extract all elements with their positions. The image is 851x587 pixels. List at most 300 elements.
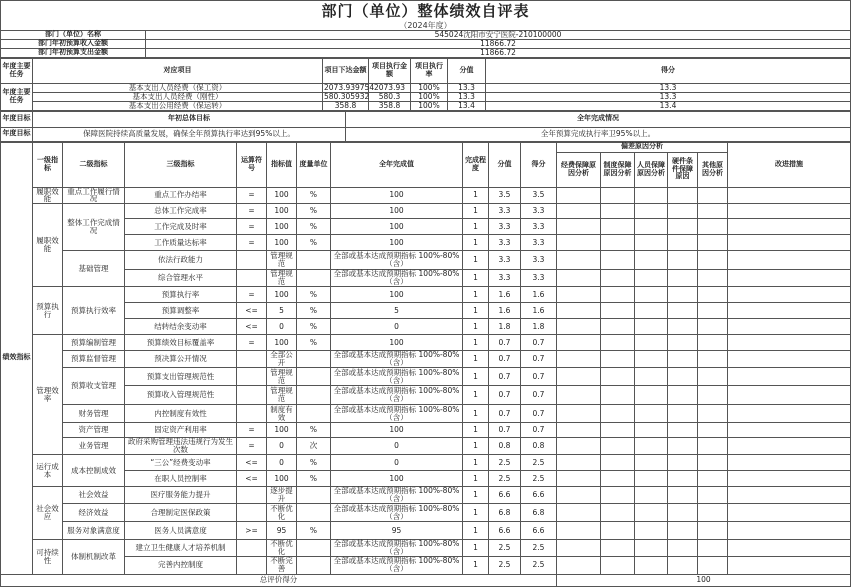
task-score: 13.4 xyxy=(486,101,851,110)
deviation-cell[interactable] xyxy=(557,287,601,303)
indicator-target: 制度有效 xyxy=(267,405,297,423)
deviation-cell[interactable] xyxy=(601,540,635,557)
deviation-cell[interactable] xyxy=(668,455,698,471)
deviation-cell[interactable] xyxy=(601,303,635,319)
deviation-cell[interactable] xyxy=(698,471,728,487)
deviation-cell[interactable] xyxy=(668,270,698,287)
deviation-cell[interactable] xyxy=(698,522,728,540)
indicator-op: = xyxy=(237,204,267,219)
indicator-actual: 5 xyxy=(331,303,463,319)
title-text: 部门（单位）整体绩效自评表 xyxy=(321,2,530,21)
deviation-cell[interactable] xyxy=(698,303,728,319)
deviation-cell[interactable] xyxy=(601,423,635,438)
indicator-row xyxy=(1,335,851,351)
tasks-header: 对应项目 xyxy=(33,58,323,83)
indicator-score: 6.6 xyxy=(521,522,557,540)
deviation-cell[interactable] xyxy=(557,471,601,487)
deviation-cell[interactable] xyxy=(601,335,635,351)
deviation-cell[interactable] xyxy=(668,219,698,235)
indicator-target: 100 xyxy=(267,335,297,351)
deviation-cell[interactable] xyxy=(601,487,635,504)
indicator-op: <= xyxy=(237,455,267,471)
indicator-row xyxy=(1,386,851,405)
deviation-cell[interactable] xyxy=(668,471,698,487)
deviation-cell[interactable] xyxy=(668,351,698,368)
task-executed: 358.8 xyxy=(369,101,411,110)
deviation-cell[interactable] xyxy=(557,204,601,219)
indicator-score: 2.5 xyxy=(521,455,557,471)
deviation-cell[interactable] xyxy=(557,423,601,438)
deviation-cell[interactable] xyxy=(668,386,698,405)
deviation-cell[interactable] xyxy=(635,522,668,540)
deviation-cell[interactable] xyxy=(557,540,601,557)
indicator-unit xyxy=(297,405,331,423)
deviation-cell[interactable] xyxy=(668,405,698,423)
indicator-row xyxy=(1,504,851,522)
deviation-cell[interactable] xyxy=(601,455,635,471)
indicator-actual: 0 xyxy=(331,455,463,471)
indicator-row xyxy=(1,487,851,504)
deviation-cell[interactable] xyxy=(698,219,728,235)
header-deviation-col: 人员保障原因分析 xyxy=(635,152,668,187)
header-actual: 全年完成值 xyxy=(331,142,463,187)
improvement-cell[interactable] xyxy=(728,335,851,351)
deviation-cell[interactable] xyxy=(601,471,635,487)
indicator-target: 100 xyxy=(267,423,297,438)
deviation-cell[interactable] xyxy=(668,438,698,455)
indicator-weight: 0.7 xyxy=(489,386,521,405)
indicator-row xyxy=(1,204,851,219)
indicator-actual: 95 xyxy=(331,522,463,540)
deviation-cell[interactable] xyxy=(557,303,601,319)
deviation-cell[interactable] xyxy=(557,368,601,386)
total-label: 总评价得分 xyxy=(1,574,557,586)
deviation-cell[interactable] xyxy=(557,386,601,405)
header-unit: 度量单位 xyxy=(297,142,331,187)
deviation-cell[interactable] xyxy=(557,270,601,287)
indicator-op: = xyxy=(237,438,267,455)
deviation-cell[interactable] xyxy=(668,540,698,557)
indicator-op: <= xyxy=(237,303,267,319)
indicator-target: 管理规范 xyxy=(267,270,297,287)
indicator-target: 0 xyxy=(267,438,297,455)
deviation-cell[interactable] xyxy=(601,405,635,423)
deviation-cell[interactable] xyxy=(601,522,635,540)
deviation-cell[interactable] xyxy=(668,522,698,540)
deviation-cell[interactable] xyxy=(601,319,635,335)
tasks-header: 项目执行金额 xyxy=(369,58,411,83)
indicator-l3: 工作质量达标率 xyxy=(125,235,237,251)
goal-header: 年初总体目标 xyxy=(33,111,346,127)
indicator-op xyxy=(237,251,267,270)
improvement-cell[interactable] xyxy=(728,405,851,423)
indicator-op: = xyxy=(237,235,267,251)
indicator-l3: 重点工作办结率 xyxy=(125,187,237,204)
indicator-op: = xyxy=(237,287,267,303)
deviation-cell[interactable] xyxy=(668,368,698,386)
deviation-cell[interactable] xyxy=(635,251,668,270)
improvement-cell[interactable] xyxy=(728,368,851,386)
task-score: 13.3 xyxy=(486,92,851,101)
improvement-cell[interactable] xyxy=(728,235,851,251)
indicator-op xyxy=(237,405,267,423)
deviation-cell[interactable] xyxy=(557,504,601,522)
expense-value: 11866.72 xyxy=(146,48,851,57)
indicator-actual: 全部或基本达成预期指标 100%-80%（含） xyxy=(331,386,463,405)
dept-name-value: 545024沈阳市安宁医院-210100000 xyxy=(146,30,851,39)
deviation-cell[interactable] xyxy=(601,219,635,235)
indicator-score: 2.5 xyxy=(521,556,557,574)
indicator-degree: 1 xyxy=(463,438,489,455)
deviation-cell[interactable] xyxy=(635,351,668,368)
task-name: 基本支出公用经费（保运转） xyxy=(33,101,323,110)
deviation-cell[interactable] xyxy=(601,270,635,287)
indicator-actual: 全部或基本达成预期指标 100%-80%（含） xyxy=(331,270,463,287)
deviation-cell[interactable] xyxy=(557,487,601,504)
deviation-cell[interactable] xyxy=(698,423,728,438)
deviation-cell[interactable] xyxy=(635,235,668,251)
deviation-cell[interactable] xyxy=(698,455,728,471)
indicator-score: 1.6 xyxy=(521,303,557,319)
deviation-cell[interactable] xyxy=(668,556,698,574)
improvement-cell[interactable] xyxy=(728,386,851,405)
indicator-l3: 预算绩效目标覆盖率 xyxy=(125,335,237,351)
task-allocated: 580.305932 xyxy=(324,91,370,101)
level1-indicator: 预算执行 xyxy=(33,287,63,335)
deviation-cell[interactable] xyxy=(635,487,668,504)
indicator-op xyxy=(237,270,267,287)
deviation-cell[interactable] xyxy=(635,471,668,487)
level2-indicator: 基础管理 xyxy=(63,251,125,287)
indicator-degree: 1 xyxy=(463,351,489,368)
indicator-unit xyxy=(297,487,331,504)
indicator-l3: 医疗服务能力提升 xyxy=(125,487,237,504)
header-target: 指标值 xyxy=(267,142,297,187)
deviation-cell[interactable] xyxy=(557,522,601,540)
deviation-cell[interactable] xyxy=(668,319,698,335)
improvement-cell[interactable] xyxy=(728,522,851,540)
indicator-degree: 1 xyxy=(463,303,489,319)
deviation-cell[interactable] xyxy=(698,487,728,504)
indicator-row xyxy=(1,540,851,557)
indicator-row xyxy=(1,287,851,303)
deviation-cell[interactable] xyxy=(635,270,668,287)
header-l3: 三级指标 xyxy=(125,142,237,187)
indicator-weight: 6.6 xyxy=(489,487,521,504)
improvement-cell[interactable] xyxy=(728,556,851,574)
deviation-cell[interactable] xyxy=(635,303,668,319)
indicator-op xyxy=(237,386,267,405)
header-improve: 改进措施 xyxy=(728,142,851,187)
deviation-cell[interactable] xyxy=(601,351,635,368)
improvement-cell[interactable] xyxy=(728,471,851,487)
indicator-row xyxy=(1,235,851,251)
indicator-weight: 0.7 xyxy=(489,368,521,386)
indicator-weight: 6.6 xyxy=(489,522,521,540)
indicator-op: = xyxy=(237,335,267,351)
indicator-weight: 3.5 xyxy=(489,187,521,204)
deviation-cell[interactable] xyxy=(635,455,668,471)
deviation-cell[interactable] xyxy=(698,204,728,219)
indicator-weight: 3.3 xyxy=(489,219,521,235)
indicator-unit xyxy=(297,504,331,522)
improvement-cell[interactable] xyxy=(728,438,851,455)
deviation-cell[interactable] xyxy=(557,455,601,471)
indicator-weight: 2.5 xyxy=(489,455,521,471)
deviation-cell[interactable] xyxy=(698,405,728,423)
deviation-cell[interactable] xyxy=(698,251,728,270)
deviation-cell[interactable] xyxy=(557,405,601,423)
tasks-header: 项目下达金额 xyxy=(323,58,369,83)
indicator-unit xyxy=(297,351,331,368)
deviation-cell[interactable] xyxy=(635,219,668,235)
indicator-l3: 合理制定医保政策 xyxy=(125,504,237,522)
deviation-cell[interactable] xyxy=(668,303,698,319)
income-value: 11866.72 xyxy=(146,39,851,48)
indicator-unit xyxy=(297,368,331,386)
deviation-cell[interactable] xyxy=(698,351,728,368)
header-deviation-col: 制度保障原因分析 xyxy=(601,152,635,187)
deviation-cell[interactable] xyxy=(601,287,635,303)
tasks-header: 分值 xyxy=(448,58,486,83)
indicator-score: 0.7 xyxy=(521,423,557,438)
deviation-cell[interactable] xyxy=(698,270,728,287)
deviation-cell[interactable] xyxy=(635,556,668,574)
task-name: 基本支出人员经费（刚性） xyxy=(33,92,323,101)
indicator-l3: 预算支出管理规范性 xyxy=(125,368,237,386)
improvement-cell[interactable] xyxy=(728,270,851,287)
improvement-cell[interactable] xyxy=(728,319,851,335)
indicator-l3: 完善内控制度 xyxy=(125,556,237,574)
deviation-cell[interactable] xyxy=(601,187,635,204)
indicator-l3: 工作完成及时率 xyxy=(125,219,237,235)
improvement-cell[interactable] xyxy=(728,251,851,270)
deviation-cell[interactable] xyxy=(635,504,668,522)
deviation-cell[interactable] xyxy=(668,335,698,351)
level1-indicator: 履职效能 xyxy=(33,204,63,287)
indicator-actual: 0 xyxy=(331,438,463,455)
indicator-l3: 依法行政能力 xyxy=(125,251,237,270)
deviation-cell[interactable] xyxy=(668,487,698,504)
indicator-score: 0.7 xyxy=(521,368,557,386)
level1-indicator: 管理效率 xyxy=(33,335,63,455)
indicator-op xyxy=(237,351,267,368)
deviation-cell[interactable] xyxy=(698,540,728,557)
improvement-cell[interactable] xyxy=(728,351,851,368)
level2-indicator: 服务对象满意度 xyxy=(63,522,125,540)
dept-name-label: 部门（单位）名称 xyxy=(1,30,146,39)
indicator-weight: 1.8 xyxy=(489,319,521,335)
deviation-cell[interactable] xyxy=(668,251,698,270)
indicator-score: 2.5 xyxy=(521,540,557,557)
level2-indicator: 业务管理 xyxy=(63,438,125,455)
deviation-cell[interactable] xyxy=(635,187,668,204)
indicator-target: 全部公开 xyxy=(267,351,297,368)
deviation-cell[interactable] xyxy=(635,204,668,219)
deviation-cell[interactable] xyxy=(698,556,728,574)
deviation-cell[interactable] xyxy=(601,556,635,574)
deviation-cell[interactable] xyxy=(698,235,728,251)
indicator-row xyxy=(1,351,851,368)
indicator-actual: 0 xyxy=(331,319,463,335)
indicator-target: 100 xyxy=(267,287,297,303)
income-label: 部门年初预算收入金额 xyxy=(1,39,146,48)
indicator-l3: 结转结余变动率 xyxy=(125,319,237,335)
deviation-cell[interactable] xyxy=(601,504,635,522)
deviation-cell[interactable] xyxy=(635,368,668,386)
deviation-cell[interactable] xyxy=(635,405,668,423)
indicator-actual: 100 xyxy=(331,287,463,303)
indicator-op: = xyxy=(237,187,267,204)
deviation-cell[interactable] xyxy=(668,204,698,219)
improvement-cell[interactable] xyxy=(728,455,851,471)
improvement-cell[interactable] xyxy=(728,303,851,319)
indicator-degree: 1 xyxy=(463,187,489,204)
indicator-row xyxy=(1,219,851,235)
indicator-unit: % xyxy=(297,204,331,219)
deviation-cell[interactable] xyxy=(601,235,635,251)
deviation-cell[interactable] xyxy=(557,235,601,251)
indicator-op: = xyxy=(237,219,267,235)
improvement-cell[interactable] xyxy=(728,487,851,504)
indicator-target: 100 xyxy=(267,235,297,251)
indicator-op xyxy=(237,540,267,557)
deviation-cell[interactable] xyxy=(698,438,728,455)
deviation-cell[interactable] xyxy=(635,386,668,405)
deviation-cell[interactable] xyxy=(557,556,601,574)
result-header: 全年完成情况 xyxy=(346,111,851,127)
improvement-cell[interactable] xyxy=(728,423,851,438)
indicator-score: 6.6 xyxy=(521,487,557,504)
deviation-cell[interactable] xyxy=(635,540,668,557)
indicator-weight: 6.8 xyxy=(489,504,521,522)
indicator-score: 0.7 xyxy=(521,351,557,368)
indicator-degree: 1 xyxy=(463,235,489,251)
task-rate: 100% xyxy=(411,101,448,110)
indicator-op: <= xyxy=(237,471,267,487)
task-weight: 13.3 xyxy=(448,83,486,92)
deviation-cell[interactable] xyxy=(635,438,668,455)
deviation-cell[interactable] xyxy=(557,219,601,235)
indicator-l3: 医务人员满意度 xyxy=(125,522,237,540)
header-l2: 二级指标 xyxy=(63,142,125,187)
indicator-score: 2.5 xyxy=(521,471,557,487)
indicator-row xyxy=(1,368,851,386)
header-degree: 完成程度 xyxy=(463,142,489,187)
header-deviation-col: 其他原因分析 xyxy=(698,152,728,187)
indicator-degree: 1 xyxy=(463,471,489,487)
deviation-cell[interactable] xyxy=(601,438,635,455)
deviation-cell[interactable] xyxy=(668,287,698,303)
task-allocated: 358.8 xyxy=(323,101,369,110)
deviation-cell[interactable] xyxy=(601,386,635,405)
improvement-cell[interactable] xyxy=(728,287,851,303)
deviation-cell[interactable] xyxy=(635,423,668,438)
improvement-cell[interactable] xyxy=(728,187,851,204)
indicator-actual: 全部或基本达成预期指标 100%-80%（含） xyxy=(331,368,463,386)
indicator-op: <= xyxy=(237,319,267,335)
indicator-score: 3.3 xyxy=(521,219,557,235)
indicator-target: 5 xyxy=(267,303,297,319)
deviation-cell[interactable] xyxy=(557,319,601,335)
improvement-cell[interactable] xyxy=(728,504,851,522)
task-row xyxy=(1,92,851,101)
indicator-degree: 1 xyxy=(463,251,489,270)
indicator-weight: 3.3 xyxy=(489,204,521,219)
indicator-degree: 1 xyxy=(463,287,489,303)
header-deviation: 偏差原因分析 xyxy=(557,142,728,152)
indicator-target: 不断优化 xyxy=(267,504,297,522)
indicator-weight: 0.7 xyxy=(489,351,521,368)
improvement-cell[interactable] xyxy=(728,219,851,235)
indicator-actual: 100 xyxy=(331,204,463,219)
deviation-cell[interactable] xyxy=(698,287,728,303)
indicator-actual: 100 xyxy=(331,219,463,235)
deviation-cell[interactable] xyxy=(698,187,728,204)
deviation-cell[interactable] xyxy=(698,368,728,386)
improvement-cell[interactable] xyxy=(728,204,851,219)
indicator-row xyxy=(1,455,851,471)
deviation-cell[interactable] xyxy=(668,187,698,204)
deviation-cell[interactable] xyxy=(601,368,635,386)
deviation-cell[interactable] xyxy=(668,504,698,522)
deviation-cell[interactable] xyxy=(668,235,698,251)
deviation-cell[interactable] xyxy=(698,504,728,522)
indicator-degree: 1 xyxy=(463,504,489,522)
indicator-degree: 1 xyxy=(463,556,489,574)
indicator-actual: 全部或基本达成预期指标 100%-80%（含） xyxy=(331,487,463,504)
deviation-cell[interactable] xyxy=(601,251,635,270)
indicator-op xyxy=(237,556,267,574)
deviation-cell[interactable] xyxy=(635,335,668,351)
deviation-cell[interactable] xyxy=(668,423,698,438)
indicator-degree: 1 xyxy=(463,368,489,386)
indicator-degree: 1 xyxy=(463,319,489,335)
indicator-target: 管理规范 xyxy=(267,368,297,386)
improvement-cell[interactable] xyxy=(728,540,851,557)
tasks-header: 项目执行率 xyxy=(411,58,448,83)
deviation-cell[interactable] xyxy=(557,187,601,204)
deviation-cell[interactable] xyxy=(557,335,601,351)
deviation-cell[interactable] xyxy=(557,251,601,270)
deviation-cell[interactable] xyxy=(698,386,728,405)
deviation-cell[interactable] xyxy=(698,335,728,351)
indicator-op: = xyxy=(237,423,267,438)
deviation-cell[interactable] xyxy=(635,287,668,303)
deviation-cell[interactable] xyxy=(557,351,601,368)
deviation-cell[interactable] xyxy=(601,204,635,219)
task-row xyxy=(1,101,851,110)
deviation-cell[interactable] xyxy=(698,319,728,335)
level2-indicator: 体制机制改革 xyxy=(63,540,125,575)
indicator-target: 95 xyxy=(267,522,297,540)
indicator-target: 管理规范 xyxy=(267,386,297,405)
indicator-l3: 预决算公开情况 xyxy=(125,351,237,368)
indicator-score: 0.7 xyxy=(521,386,557,405)
indicator-unit: % xyxy=(297,522,331,540)
task-weight: 13.3 xyxy=(448,92,486,101)
indicator-l3: 总体工作完成率 xyxy=(125,204,237,219)
deviation-cell[interactable] xyxy=(635,319,668,335)
indicator-unit xyxy=(297,251,331,270)
annual-goal: 保障医院持续高质量发展，确保全年预算执行率达到95%以上。 xyxy=(33,127,346,141)
deviation-cell[interactable] xyxy=(557,438,601,455)
indicator-unit: % xyxy=(297,319,331,335)
indicator-l3: 在职人员控制率 xyxy=(125,471,237,487)
indicator-op xyxy=(237,487,267,504)
indicator-actual: 全部或基本达成预期指标 100%-80%（含） xyxy=(331,504,463,522)
level2-indicator: 整体工作完成情况 xyxy=(63,204,125,251)
